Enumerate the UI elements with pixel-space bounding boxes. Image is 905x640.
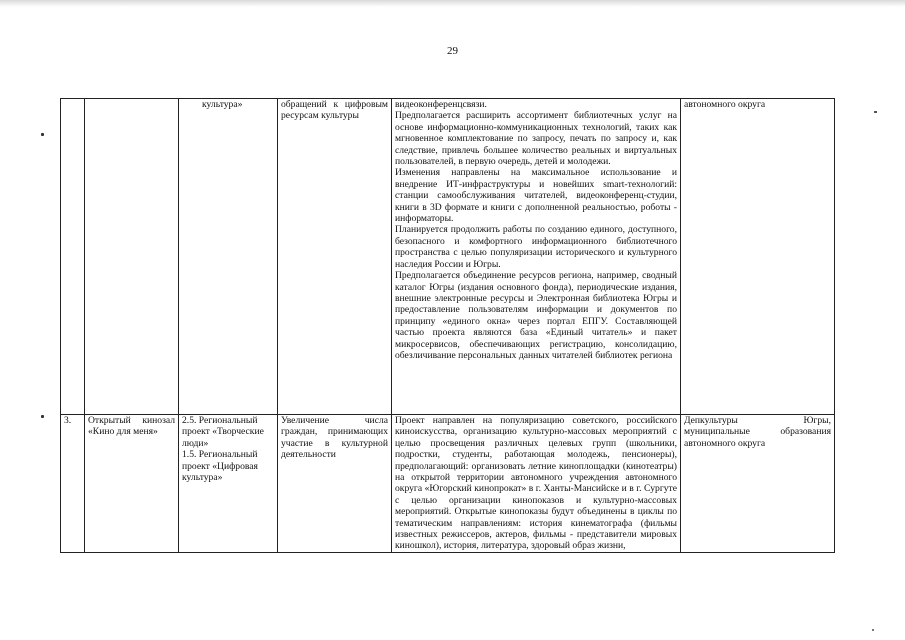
scan-mark	[872, 629, 874, 631]
responsible-cell: автономного округа	[681, 99, 835, 415]
scan-mark	[874, 111, 877, 113]
measure-name-cell	[85, 99, 179, 415]
description-paragraph: видеоконференцсвязи.	[395, 99, 487, 110]
responsible-cell: Депкультуры Югры, муниципальные образования автономного округа	[681, 415, 835, 553]
project-cell	[179, 415, 278, 553]
scan-top-edge	[0, 0, 905, 7]
measures-table	[60, 98, 835, 553]
measure-name-cell: Открытый кинозал «Кино для меня»	[85, 415, 179, 553]
scan-mark	[41, 415, 44, 418]
description-cell	[392, 99, 681, 415]
project-text: культура»	[202, 99, 243, 110]
project-cell	[179, 99, 278, 415]
result-cell: обращений к цифровым ресурсам культуры	[278, 99, 392, 415]
project-text: 1.5. Региональный проект «Цифровая культура»	[182, 449, 258, 484]
description-paragraph: Планируется продолжить работы по созданию единого, доступного, безопасного и комфортного информационного библиотечного пространства с целью популяризации исторического и культурного наследия России и Югры.	[395, 224, 677, 270]
table-row	[61, 99, 835, 415]
table-row	[61, 415, 835, 553]
project-text: 2.5. Региональный проект «Творческие люди»	[182, 415, 264, 449]
description-paragraph: Предполагается объединение ресурсов региона, например, сводный каталог Югры (издания основного фонда), периодические издания, внешние электронные ресурсы и Электронная библиотека Югры и предоставление пользователям информации и документов по принципу «единого окна» через портал ЕПГУ. Составляющей частью проекта являются база «Единый читатель» и пакет микросервисов, обеспечивающих регистрацию, консолидацию, обезличивание персональных данных читателей библиотек региона	[395, 270, 677, 361]
description-paragraph: Изменения направлены на максимальное использование и внедрение ИТ-инфраструктуры и новейших smart-технологий: станции самообслуживания читателей, видеоконференц-студии, книги в 3D формате и книги с дополненной реальностью, роботы - информаторы.	[395, 167, 677, 225]
description-cell	[392, 415, 681, 553]
scan-mark	[41, 133, 44, 136]
description-paragraph: Предполагается расширить ассортимент библиотечных услуг на основе информационно-коммуникационных технологий, таких как мгновенное комплектование по запросу, печать по запросу и, как следствие, привлечь большее количество реальных и виртуальных пользователей, в первую очередь, детей и молодежи.	[395, 110, 677, 168]
row-number-cell	[61, 99, 85, 415]
description-paragraph: Проект направлен на популяризацию советского, российского киноискусства, организацию культурно-массовых мероприятий с целью просвещения различных целевых групп (школьники, подростки, студенты, работающая молодежь, пенсионеры), предполагающий: организовать летние киноплощадки (кинотеатры) на открытой территории автономного учреждения автономного округа «Югорский кинопрокат» в г. Ханты-Мансийске и в г. Сургуте с целью организации кинопоказов и культурно-массовых мероприятий. Открытые кинопоказы будут объединены в циклы по тематическим направлениям: история кинематографа (фильмы известных режиссеров, актеров, фильмы - представители мировых киношкол), история, литература, здоровый образ жизни,	[395, 415, 677, 552]
page-number: 29	[447, 45, 458, 57]
row-number-cell: 3.	[61, 415, 85, 553]
result-cell: Увеличение числа граждан, принимающих участие в культурной деятельности	[278, 415, 392, 553]
